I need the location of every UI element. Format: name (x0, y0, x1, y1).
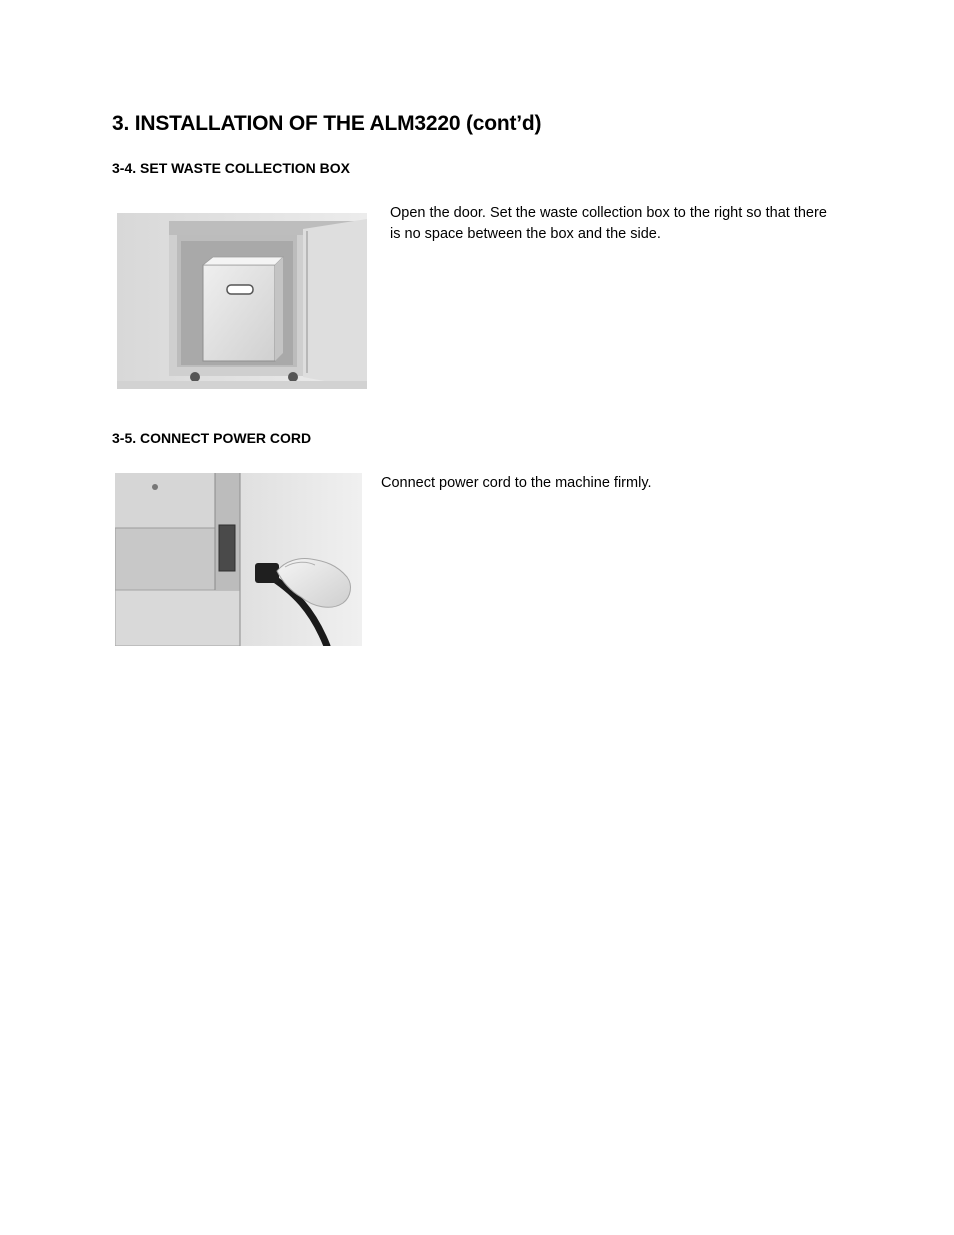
page-title: 3. INSTALLATION OF THE ALM3220 (cont’d) (112, 112, 542, 135)
section-heading-waste-box: 3-4. SET WASTE COLLECTION BOX (112, 160, 351, 176)
power-cord-instructions: Connect power cord to the machine firmly. (381, 475, 652, 491)
waste-collection-box-photo (117, 213, 367, 389)
waste-box-instructions: Open the door. Set the waste collection box to the right so that there is no space between the box and the side. (390, 205, 827, 242)
section-heading-power-cord: 3-5. CONNECT POWER CORD (112, 430, 312, 446)
power-cord-photo (115, 473, 362, 646)
